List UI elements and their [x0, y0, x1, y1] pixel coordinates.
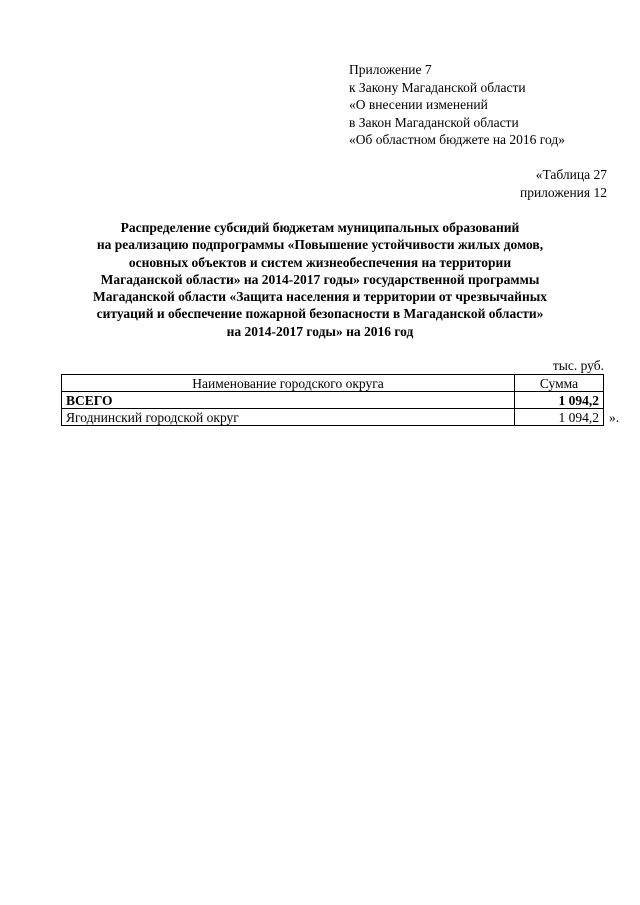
- title-line: Магаданской области» на 2014-2017 годы» государственной программы: [100, 271, 540, 287]
- table-total-row: [62, 392, 604, 409]
- table-reference-line: приложения 12: [519, 184, 607, 200]
- total-label: ВСЕГО: [62, 392, 515, 409]
- appendix-line: «О внесении изменений: [349, 97, 488, 112]
- appendix-header: [349, 61, 565, 149]
- document-title: [40, 219, 600, 340]
- appendix-line: «Об областном бюджете на 2016 год»: [349, 132, 565, 147]
- title-line: на реализацию подпрограммы «Повышение устойчивости жилых домов,: [96, 237, 544, 253]
- appendix-line: Приложение 7: [349, 62, 432, 77]
- table-reference: [520, 166, 607, 201]
- appendix-line: в Закон Магаданской области: [349, 114, 519, 130]
- subsidy-table: [61, 374, 604, 426]
- title-line: ситуаций и обеспечение пожарной безопасности в Магаданской области»: [96, 306, 544, 322]
- row-sum: 1 094,2: [515, 409, 604, 426]
- appendix-line: к Закону Магаданской области: [349, 79, 526, 95]
- title-line: Распределение субсидий бюджетам муниципальных образований: [120, 220, 520, 235]
- total-sum: 1 094,2: [515, 392, 604, 409]
- column-header-name: Наименование городского округа: [62, 375, 515, 392]
- table-header-row: [62, 375, 604, 392]
- row-name: Ягоднинский городской округ: [62, 409, 515, 426]
- table-reference-line: «Таблица 27: [535, 167, 607, 182]
- title-line: Магаданской области «Защита населения и территории от чрезвычайных: [92, 289, 548, 305]
- units-label: тыс. руб.: [552, 358, 604, 373]
- title-line: на 2014-2017 годы» на 2016 год: [226, 323, 414, 339]
- title-line: основных объектов и систем жизнеобеспечения на территории: [128, 254, 512, 270]
- closing-quote-mark: ».: [609, 410, 620, 425]
- table-row: [62, 409, 604, 426]
- column-header-sum: Сумма: [515, 375, 604, 392]
